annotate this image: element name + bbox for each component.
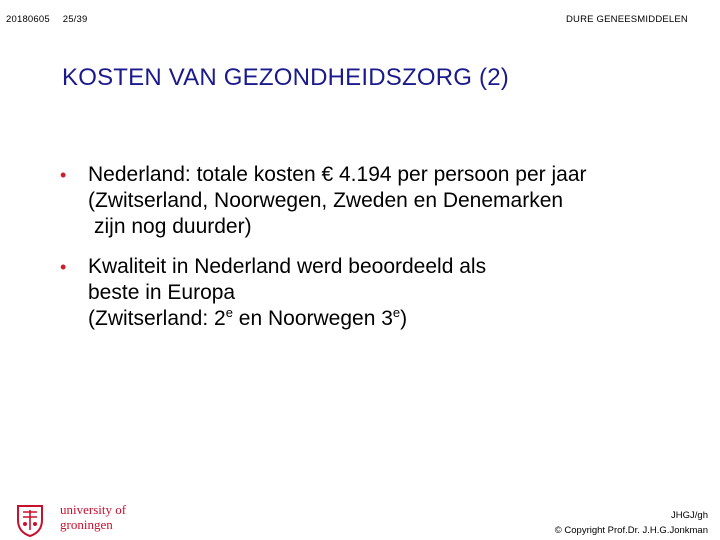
ordinal-superscript: e bbox=[225, 305, 233, 320]
bullet-line: zijn nog duurder) bbox=[94, 215, 252, 238]
bullet-line: beste in Europa bbox=[88, 281, 236, 304]
university-logo bbox=[12, 500, 162, 540]
logo-wordmark bbox=[60, 502, 126, 532]
slide-number: 25/39 bbox=[62, 14, 88, 25]
bullet-line: Nederland: totale kosten € 4.194 per persoon per jaar bbox=[88, 163, 587, 186]
copyright-text: © Copyright Prof.Dr. J.H.G.Jonkman bbox=[554, 525, 708, 536]
slide-footer bbox=[555, 508, 708, 538]
bullet-item-costs bbox=[60, 162, 680, 240]
slide-title: KOSTEN VAN GEZONDHEIDSZORG (2) bbox=[62, 64, 509, 91]
ranking-text: (Zwitserland: 2 bbox=[88, 307, 226, 330]
slide-header-left bbox=[6, 14, 88, 25]
bullet-line: (Zwitserland, Noorwegen, Zweden en Denemarken bbox=[88, 189, 564, 212]
crest-icon bbox=[12, 502, 48, 538]
bullet-icon: • bbox=[60, 165, 67, 185]
slide-date: 20180605 bbox=[6, 14, 50, 25]
bullet-icon: • bbox=[60, 257, 67, 277]
bullet-line: Kwaliteit in Nederland werd beoordeeld als bbox=[88, 255, 487, 278]
bullet-list bbox=[60, 162, 680, 346]
ranking-text: ) bbox=[400, 307, 408, 330]
ranking-text: en Noorwegen 3 bbox=[232, 307, 393, 330]
slide-topic: DURE GENEESMIDDELEN bbox=[565, 14, 688, 25]
bullet-item-quality bbox=[60, 254, 680, 332]
logo-line: university of bbox=[60, 502, 127, 517]
bullet-line bbox=[88, 306, 680, 332]
logo-line: groningen bbox=[60, 517, 113, 532]
author-initials: JHGJ/gh bbox=[671, 510, 708, 521]
ordinal-superscript: e bbox=[392, 305, 401, 320]
